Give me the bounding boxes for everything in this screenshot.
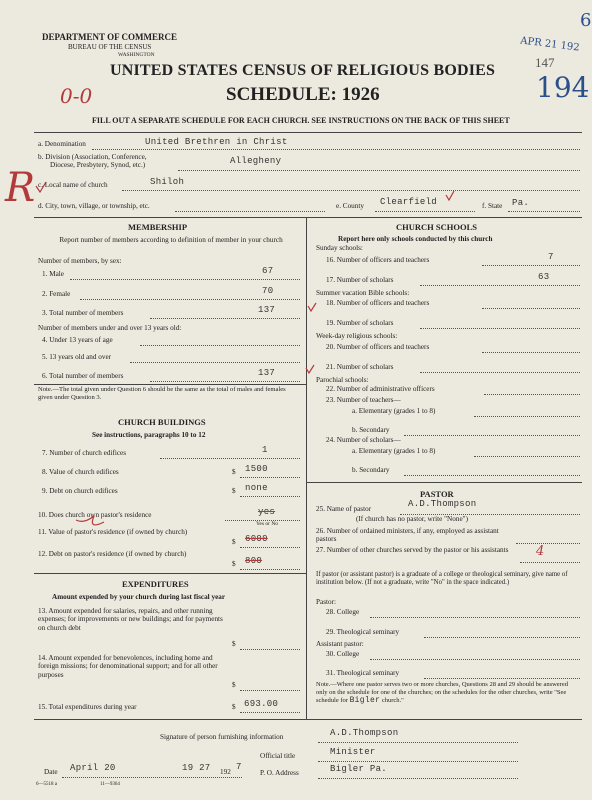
official-title-value: Minister [330,747,376,757]
q11-dollar: $ [232,538,236,546]
county-label: e. County [336,202,364,210]
q10-sub: Yes or No [256,521,279,527]
q7-value: 1 [262,445,268,455]
q1-value: 67 [262,266,274,276]
q26-label: 26. Number of ordained ministers, if any, employed as assistant pastors [316,527,499,544]
schedule-title: SCHEDULE: 1926 [226,84,380,105]
q23a-label: a. Elementary (grades 1 to 8) [352,407,436,415]
received-stamp: APR 21 192 [519,35,581,54]
q23b-label: b. Secondary [352,426,390,434]
q14-label: 14. Amount expended for benevolences, including home and foreign missions; for denominational support; and for all other purposes [38,654,218,679]
instruction-line: FILL OUT A SEPARATE SCHEDULE FOR EACH CHURCH. SEE INSTRUCTIONS ON THE BACK OF THIS SHEET [92,116,510,125]
pastor-note-end: church." [381,697,404,705]
q17-label: 17. Number of scholars [326,276,394,284]
q10-label: 10. Does church own pastor's residence [38,511,152,519]
q13-dollar: $ [232,640,236,648]
pastor-title: PASTOR [420,489,454,499]
q25-label: 25. Name of pastor [316,505,372,513]
q31-label: 31. Theological seminary [326,669,400,677]
check-mark-icon [306,365,314,373]
q14-dollar: $ [232,681,236,689]
q12-dollar: $ [232,560,236,568]
date-suffix: 192 [220,768,231,776]
q11-label: 11. Value of pastor's residence (if owned by church) [38,528,188,536]
q9-dollar: $ [232,487,236,495]
q28-label: 28. College [326,608,360,616]
membership-note: Note.—The total given under Question 6 should be the same as the total of males and females given under Question 3. [38,386,286,401]
check-mark-icon [446,191,454,200]
q3-label: 3. Total number of members [42,309,124,317]
q25-note: (If church has no pastor, write "None") [356,515,468,523]
signature-value: A.D.Thompson [330,728,399,738]
red-handwritten-mark: 0-0 [60,84,93,108]
church-name-label: c. Local name of church [38,181,108,189]
expenditures-intro: Amount expended by your church during last fiscal year [52,593,226,601]
check-mark-icon [36,182,46,192]
membership-intro: Report number of members according to definition of member in your church [59,236,283,244]
parochial-label: Parochial schools: [316,376,369,384]
margin-mark: R [5,165,36,211]
state-label: f. State [482,202,503,210]
q29-label: 29. Theological seminary [326,628,400,636]
blue-handwritten-mark: 194 [536,71,590,104]
q10-value: yes [258,507,276,517]
q21-label: 21. Number of scholars [326,363,394,371]
q24a-label: a. Elementary (grades 1 to 8) [352,447,436,455]
q15-label: 15. Total expenditures during year [38,703,137,711]
q1-label: 1. Male [42,270,64,278]
q27-value: 4 [536,544,545,559]
corner-mark: 6 [580,10,592,31]
church-name-value: Shiloh [150,177,185,187]
buildings-title: CHURCH BUILDINGS [118,417,206,427]
q2-label: 2. Female [42,290,71,298]
date-label: Date [44,768,58,776]
division-value: Allegheny [230,156,282,166]
q17-value: 63 [538,272,550,282]
q9-label: 9. Debt on church edifices [42,487,118,495]
q22-label: 22. Number of administrative officers [326,385,435,393]
by-sex-label: Number of members, by sex: [38,257,122,265]
graduate-note: If pastor (or assistant pastor) is a graduate of a college or theological seminary, give name of institution below. (If not a graduate, write "No" in the space indicated.) [316,571,568,587]
file-number-stamp: 147 [535,55,555,70]
q13-label: 13. Amount expended for salaries, repairs, and other running expenses; for improvements or new buildings; and for payments on church debt [38,607,223,632]
q16-value: 7 [548,252,554,262]
q6-label: 6. Total number of members [42,372,124,380]
q24-label: 24. Number of scholars— [326,436,401,444]
q3-value: 137 [258,305,276,315]
q6-value: 137 [258,368,276,378]
official-title-label: Official title [260,752,296,760]
q5-label: 5. 13 years old and over [42,353,112,361]
q12-value: 800 [245,556,263,566]
buildings-sub: See instructions, paragraphs 10 to 12 [92,431,206,439]
scribble-icon [76,516,104,525]
schools-title: CHURCH SCHOOLS [396,222,477,232]
form-number-2: 11—9364 [100,782,120,787]
pastor-note-value: Bigler [349,696,381,706]
q16-label: 16. Number of officers and teachers [326,256,430,264]
date-year: 19 27 [182,763,211,773]
q30-label: 30. College [326,650,360,658]
weekday-label: Week-day religious schools: [316,332,398,340]
bureau-heading: BUREAU OF THE CENSUS [68,43,152,51]
q2-value: 70 [262,286,274,296]
form-title: UNITED STATES CENSUS OF RELIGIOUS BODIES [110,62,496,79]
schools-intro: Report here only schools conducted by this church [338,235,493,243]
q12-label: 12. Debt on pastor's residence (if owned by church) [38,550,187,558]
city-label: d. City, town, village, or township, etc. [38,202,150,210]
q8-label: 8. Value of church edifices [42,468,119,476]
assistant-label: Assistant pastor: [316,640,364,648]
signature-label: Signature of person furnishing information [160,733,284,741]
denomination-value: United Brethren in Christ [145,137,288,147]
q27-label: 27. Number of other churches served by the pastor or his assistants [316,546,509,554]
division-label: b. Division (Association, Conference, [38,153,147,161]
check-mark-icon [308,303,316,311]
q23-label: 23. Number of teachers— [326,396,401,404]
sunday-label: Sunday schools: [316,244,363,252]
county-value: Clearfield [380,197,438,207]
summer-label: Summer vacation Bible schools: [316,289,410,297]
division-label-2: Diocese, Presbytery, Synod, etc.) [50,161,146,169]
age-intro: Number of members under and over 13 years old: [38,324,182,332]
q9-value: none [245,483,268,493]
denomination-label: a. Denomination [38,140,86,148]
q18-label: 18. Number of officers and teachers [326,299,430,307]
pastor-note-text: Note.—Where one pastor serves two or more churches, Questions 28 and 29 should be answered only on the schedule for one of the churches; on the schedules for the other churches, write "See schedule for [316,681,568,705]
po-address-label: P. O. Address [260,769,299,777]
pastor-sub-label: Pastor: [316,598,336,606]
date-value: April 20 [70,763,116,773]
q11-value: 6000 [245,534,268,544]
city-heading: WASHINGTON [118,52,155,58]
dept-heading: DEPARTMENT OF COMMERCE [42,32,178,42]
form-number: 6—5518 a [36,782,57,787]
q8-dollar: $ [232,468,236,476]
date-mark: 7 [236,762,242,772]
q19-label: 19. Number of scholars [326,319,394,327]
q24b-label: b. Secondary [352,466,390,474]
po-address-value: Bigler Pa. [330,764,388,774]
q20-label: 20. Number of officers and teachers [326,343,430,351]
expenditures-title: EXPENDITURES [122,579,189,589]
q4-label: 4. Under 13 years of age [42,336,113,344]
q7-label: 7. Number of church edifices [42,449,127,457]
state-value: Pa. [512,198,530,208]
q8-value: 1500 [245,464,268,474]
q15-dollar: $ [232,703,236,711]
q15-value: 693.00 [244,699,279,709]
membership-title: MEMBERSHIP [128,222,188,232]
q25-value: A.D.Thompson [408,499,477,509]
